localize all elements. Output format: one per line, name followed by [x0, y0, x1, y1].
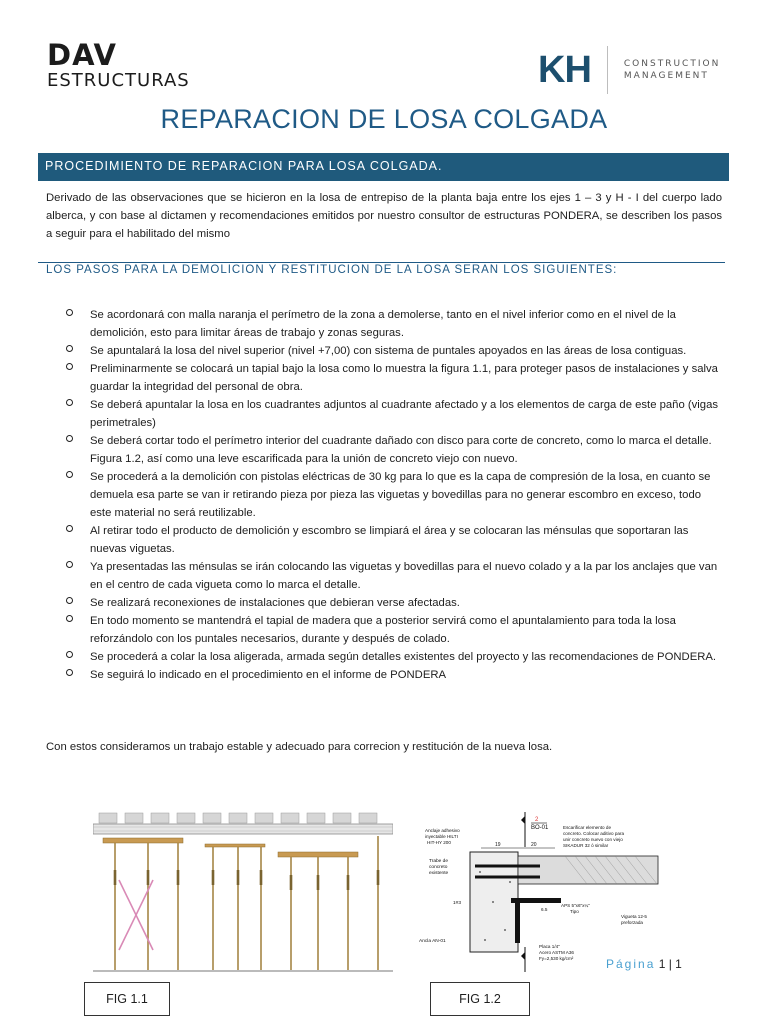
intro-paragraph: Derivado de las observaciones que se hicieron en la losa de entrepiso de la planta baja entre los ejes 1 – 3 y H - I del cuerpo lado alberca, y con base al dictamen y recomendaciones emitidos por nuestro consultor de estructuras PONDERA, se describen los pasos a seguir para el habilitado del mismo	[46, 192, 722, 240]
section-banner-text: PROCEDIMIENTO DE REPARACION PARA LOSA COLGADA.	[45, 159, 443, 173]
section-mark-number: 2	[535, 817, 539, 823]
list-item	[66, 522, 722, 558]
scarify-note-line3: unir concreto nuevo con viejo	[563, 837, 623, 842]
vigueta-line1: Vigueta 12-5	[621, 914, 647, 919]
conclusion-paragraph: Con estos consideramos un trabajo estable y adecuado para correcion y restitución de la nueva losa.	[46, 741, 553, 753]
step-text: Al retirar todo el producto de demolición y escombro se limpiará el área y se colocaran las ménsulas que soportaran las nuevas viguetas.	[90, 525, 689, 555]
bullet-icon	[66, 309, 73, 316]
dav-logo-line2: ESTRUCTURAS	[47, 70, 190, 91]
beam-existing-line2: concreto	[429, 865, 448, 870]
rebar-label: 1#3	[453, 901, 462, 906]
bullet-icon	[66, 471, 73, 478]
beam-existing-line1: Trabe de	[429, 859, 449, 864]
tipo-label: Tipo	[570, 909, 579, 914]
step-text: Se acordonará con malla naranja el perímetro de la zona a demolerse, tanto en el nivel inferior como en el nivel de la demolición, esto para limitar áreas de trabajo y zonas seguras.	[90, 309, 676, 339]
list-item	[66, 432, 722, 468]
step-text: Se realizará reconexiones de instalaciones que debieran verse afectadas.	[90, 597, 460, 609]
plate-line3: Fy=2,530 kg/cm²	[539, 956, 574, 961]
steps-list	[66, 306, 722, 684]
page-number	[606, 957, 682, 971]
list-item	[66, 558, 722, 594]
bullet-icon	[66, 345, 73, 352]
step-text: Se procederá a colar la losa aligerada, armada según detalles existentes del proyecto y las recomendaciones de PONDERA.	[90, 651, 717, 663]
list-item	[66, 342, 722, 360]
beam-existing-line3: existente	[429, 871, 449, 876]
dav-logo-line1: DAV	[47, 38, 117, 72]
bullet-icon	[66, 435, 73, 442]
list-item	[66, 306, 722, 342]
bullet-icon	[66, 669, 73, 676]
list-item	[66, 468, 722, 522]
bullet-icon	[66, 399, 73, 406]
scarify-note-line1: Escarificar elemento de	[563, 825, 612, 830]
aps-label: APS 5"x6"x¼"	[561, 903, 590, 908]
bullet-icon	[66, 363, 73, 370]
document-title: REPARACION DE LOSA COLGADA	[160, 104, 608, 134]
scarify-note-line4: SIKADUR 32 ó similar	[563, 843, 609, 848]
plate-line1: Placa 1/4"	[539, 944, 560, 949]
list-item	[66, 396, 722, 432]
step-text: Ya presentadas las ménsulas se irán colocando las viguetas y bovedillas para el nuevo colado y a la par los anclajes que van en el centro de cada vigueta como lo marca el detalle.	[90, 561, 718, 591]
section-divider	[38, 262, 725, 263]
step-text: Se seguirá lo indicado en el procedimiento en el informe de PONDERA	[90, 669, 447, 681]
step-text: Se deberá cortar todo el perímetro interior del cuadrante dañado con disco para corte de concreto, como lo marca el detalle. Figura 1.2, así como una leve escarificada para la unión de concreto viejo con nuevo.	[90, 435, 712, 465]
bullet-icon	[66, 597, 73, 604]
figure-1-1-caption: FIG 1.1	[84, 982, 170, 1016]
kh-logo-mark: KH	[538, 49, 591, 91]
dav-logo	[47, 40, 190, 92]
anchor-an01-label: Ancla AN-01	[419, 939, 446, 944]
vigueta-line2: preforzada	[621, 920, 643, 925]
dimension-20: 20	[531, 842, 537, 848]
section-mark-ref: BO-01	[531, 825, 549, 831]
bullet-icon	[66, 561, 73, 568]
section-banner	[38, 153, 729, 181]
step-text: En todo momento se mantendrá el tapial de madera que a posterior servirá como el apuntalamiento para toda la losa reforzándolo con los puntales necesarios, durante y después de colado.	[90, 615, 676, 645]
figure-1-1-shoring-drawing	[93, 810, 393, 975]
steps-heading: LOS PASOS PARA LA DEMOLICION Y RESTITUCION DE LA LOSA SERAN LOS SIGUIENTES:	[46, 264, 618, 276]
list-item	[66, 612, 722, 648]
figure-1-2-caption: FIG 1.2	[430, 982, 530, 1016]
kh-logo-divider	[607, 46, 608, 94]
bullet-icon	[66, 651, 73, 658]
page-label: Página	[606, 957, 656, 971]
dimension-6-5: 6.5	[541, 907, 548, 912]
list-item	[66, 666, 722, 684]
bullet-icon	[66, 615, 73, 622]
list-item	[66, 360, 722, 396]
list-item	[66, 594, 722, 612]
step-text: Preliminarmente se colocará un tapial bajo la losa como lo muestra la figura 1.1, para proteger pasos de instalaciones y salva guardar la integridad del personal de obra.	[90, 363, 718, 393]
plate-line2: Acero ASTM A36	[539, 950, 574, 955]
anchor-adhesive-line2: inyectable HILTI	[425, 834, 458, 839]
step-text: Se deberá apuntalar la losa en los cuadrantes adjuntos al cuadrante afectado y a los elementos de carga de este paño (vigas perimetrales)	[90, 399, 719, 429]
kh-logo-line1: CONSTRUCTION	[623, 59, 721, 69]
figure-1-2-repair-detail	[415, 812, 670, 972]
kh-logo-line2: MANAGEMENT	[623, 71, 709, 81]
kh-logo-text	[624, 58, 720, 82]
dimension-19: 19	[495, 842, 501, 848]
anchor-adhesive-line1: Anclaje adhesivo	[425, 828, 460, 833]
step-text: Se apuntalará la losa del nivel superior (nivel +7,00) con sistema de puntales apoyados en las áreas de losa contiguas.	[90, 345, 687, 357]
kh-logo	[538, 46, 720, 94]
page-number-value: 1 | 1	[658, 957, 682, 971]
anchor-adhesive-line3: HIT-HY 200	[427, 840, 451, 845]
list-item	[66, 648, 722, 666]
bullet-icon	[66, 525, 73, 532]
step-text: Se procederá a la demolición con pistolas eléctricas de 30 kg para lo que es la capa de compresión de la losa, en cuanto se demuela esa parte se van ir retirando pieza por pieza las viguetas y bovedillas para no generar escombro en exceso, todo este material no será reutilizable.	[90, 471, 711, 519]
scarify-note-line2: concreto. Colocar aditivo para	[563, 831, 625, 836]
